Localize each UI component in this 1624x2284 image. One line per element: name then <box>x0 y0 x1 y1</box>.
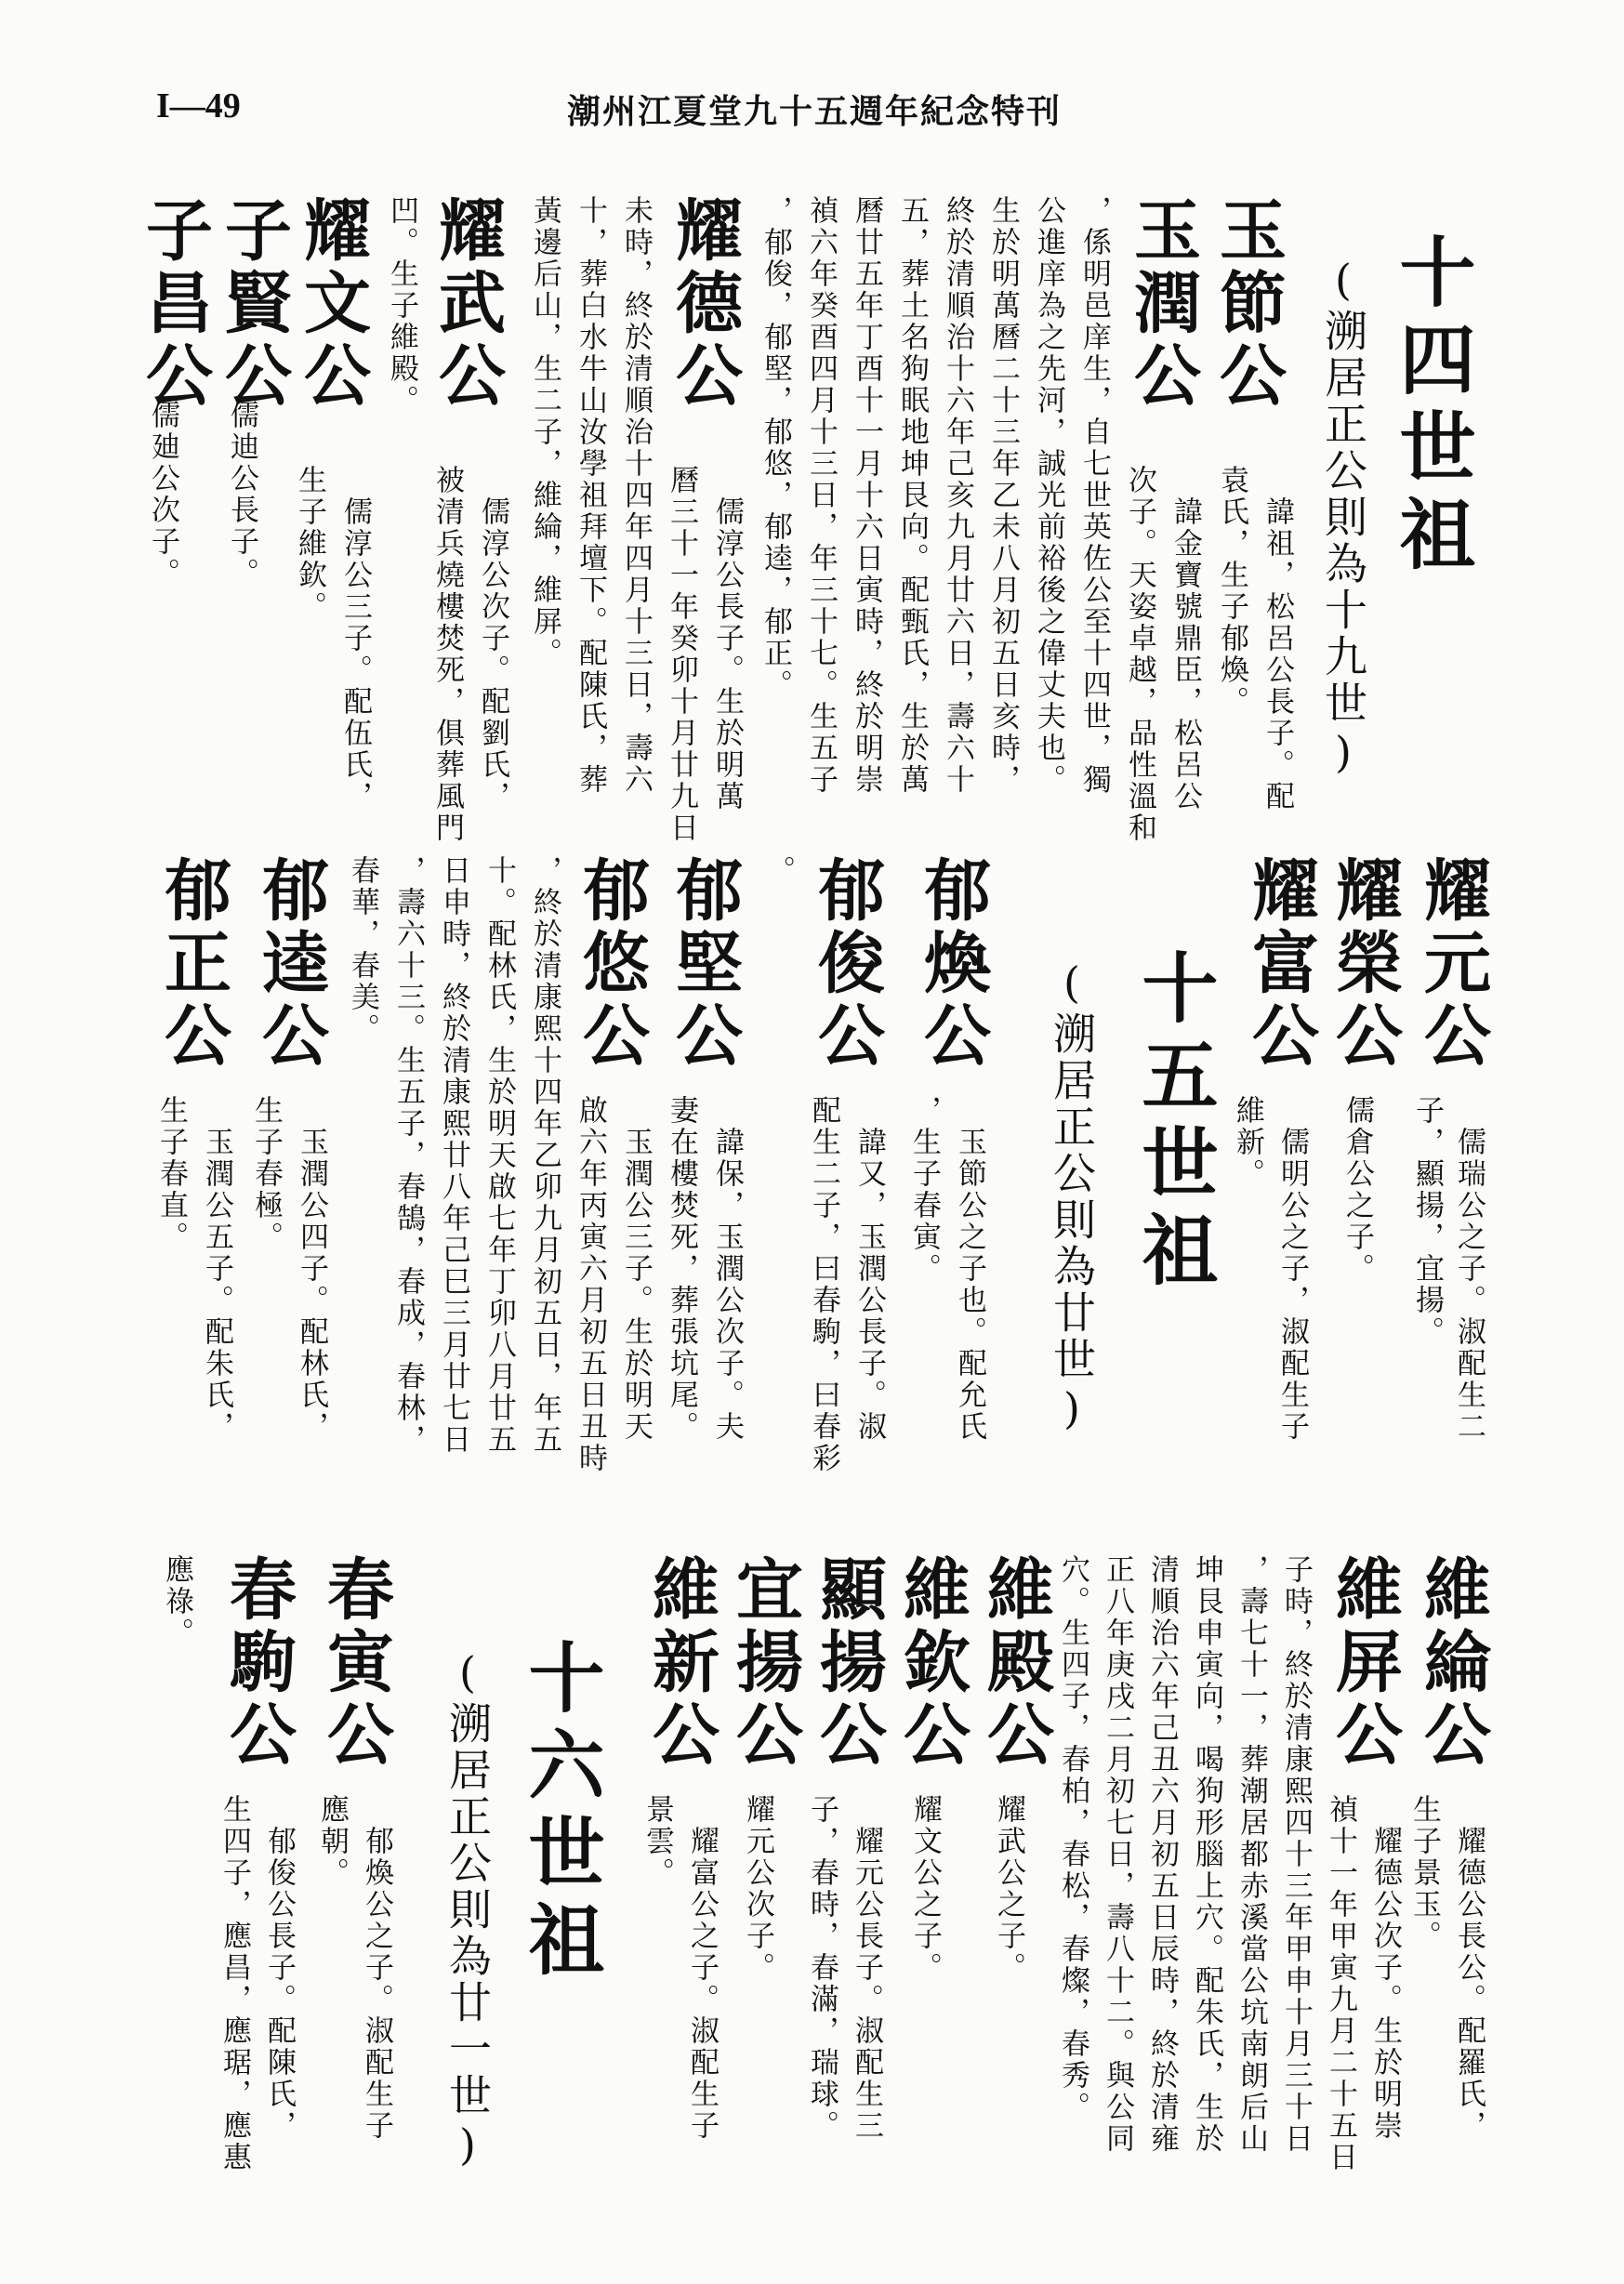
entry-text: 子，春時，春滿，瑞球。 <box>805 1794 838 2142</box>
entry-text: 未時，終於清順治十四年四月十三日，壽六 <box>619 195 653 796</box>
entry-text: 儒廸公次子。 <box>146 400 179 589</box>
entry-text: 儒瑞公之子。淑配生二 <box>1452 1095 1485 1443</box>
section-15th-generation <box>0 855 1624 1474</box>
entry-text: 十。配林氏，生於明天啟七年丁卯八月廿五 <box>482 855 516 1456</box>
entry-text: 維新。 <box>1231 1095 1264 1190</box>
entry-text: 耀文公之子。 <box>908 1794 942 1984</box>
entry-text: 。 <box>761 855 795 887</box>
entry-text: 子時，終於清康熙四十三年甲申十月三十日 <box>1279 1554 1313 2155</box>
entry-text: 配生二子，曰春駒，曰春彩 <box>807 1095 840 1474</box>
entry-text: 禎十一年甲寅九月二十五日 <box>1324 1794 1357 2173</box>
entry-text: 清順治六年己丑六月初五日辰時，終於清雍 <box>1145 1554 1179 2155</box>
entry-text: 日申時，終於清康熙廿八年己巳三月廿七日 <box>437 855 470 1456</box>
entry-name: 子賢公 <box>214 195 293 413</box>
generation-title: 十五世祖 <box>1129 948 1219 1298</box>
entry-text: 正八年庚戌二月初七日，壽八十二。與公同 <box>1101 1554 1134 2155</box>
entry-text: 穴。生四子，春柏，春松，春燦，春秀。 <box>1056 1554 1089 2123</box>
entry-name: 維屏公 <box>1325 1554 1404 1772</box>
entry-name: 春駒公 <box>218 1554 297 1772</box>
entry-text: ，郁俊，郁堅，郁悠，郁逵，郁正。 <box>759 195 792 701</box>
entry-text: 郁煥公之子。淑配生子 <box>360 1794 393 2142</box>
entry-text: 郁俊公長子。配陳氏， <box>262 1794 296 2142</box>
entry-name: 顯揚公 <box>809 1554 888 1772</box>
entry-text: ，壽六十三。生五子，春鵠，春成，春林， <box>391 855 425 1456</box>
entry-name: 郁正公 <box>153 855 232 1073</box>
section-14th-generation <box>0 195 1624 844</box>
entry-text: 曆廿五年丁酉十一月十六日寅時，終於明崇 <box>850 195 883 796</box>
generation-title: 十六世祖 <box>516 1638 605 1987</box>
section-16th-generation <box>0 1554 1624 2173</box>
entry-text: 玉潤公三子。生於明天 <box>619 1095 653 1443</box>
entry-text: 曆三十一年癸卯十月廿九日 <box>665 465 698 844</box>
entry-name: 郁逵公 <box>251 855 330 1073</box>
entry-text: 五，葬土名狗眠地坤艮向。配甄氏，生於萬 <box>895 195 929 796</box>
entry-name: 子昌公 <box>135 195 214 413</box>
entry-name: 耀武公 <box>428 195 507 413</box>
page-number: I—49 <box>156 86 241 125</box>
entry-text: 黃邊后山，生二子，維綸，維屏。 <box>528 195 561 669</box>
entry-text: 耀元公次子。 <box>741 1794 774 1984</box>
entry-name: 維綸公 <box>1413 1554 1492 1772</box>
entry-text: 終於清順治十六年己亥九月廿六日，壽六十 <box>941 195 974 796</box>
entry-text: 玉潤公五子。配朱氏， <box>200 1095 233 1443</box>
entry-name: 耀榮公 <box>1325 855 1404 1073</box>
entry-text: 耀德公長公。配羅氏， <box>1452 1794 1485 2142</box>
entry-name: 耀富公 <box>1241 855 1320 1073</box>
entry-name: 春寅公 <box>316 1554 395 1772</box>
entry-text: 坤艮申寅向，喝狗形腦上穴。配朱氏，生於 <box>1190 1554 1223 2155</box>
entry-text: 儒明公之子，淑配生子 <box>1275 1095 1309 1443</box>
entry-text: 耀元公長子。淑配生三 <box>850 1794 883 2142</box>
entry-text: ，壽七十一，葬潮居都赤溪當公坑南朗后山 <box>1235 1554 1268 2155</box>
entry-text: 凹。生子維殿。 <box>385 195 418 416</box>
entry-name: 郁煥公 <box>913 855 992 1073</box>
entry-text: ，終於清康熙十四年乙卯九月初五日，年五 <box>528 855 561 1456</box>
entry-text: 生子春極。 <box>249 1095 283 1253</box>
entry-text: 禎六年癸酉四月十三日，年三十七。生五子 <box>804 195 838 796</box>
entry-text: 應祿。 <box>160 1554 193 1649</box>
entry-name: 玉節公 <box>1208 195 1287 413</box>
entry-text: 子，顯揚，宜揚。 <box>1410 1095 1444 1348</box>
entry-name: 耀德公 <box>665 195 744 413</box>
entry-text: 儒迪公長子。 <box>225 400 258 589</box>
entry-text: 諱祖，松呂公長子。配 <box>1261 465 1294 812</box>
entry-text: 耀富公之子。淑配生子 <box>685 1794 719 2142</box>
entry-text: 諱又，玉潤公長子。淑 <box>852 1095 886 1443</box>
entry-text: 應朝。 <box>315 1794 349 1889</box>
entry-text: 生子維欽。 <box>293 465 326 623</box>
generation-title: 十四世祖 <box>1387 232 1476 582</box>
entry-text: 玉潤公四子。配林氏， <box>295 1095 328 1443</box>
entry-name: 耀元公 <box>1413 855 1492 1073</box>
entry-text: 諱保，玉潤公次子。夫 <box>710 1095 744 1443</box>
entry-text: 景雲。 <box>640 1794 674 1889</box>
entry-text: ，係明邑庠生，自七世英佐公至十四世，獨 <box>1077 195 1111 796</box>
entry-text: 次子。天姿卓越，品性溫和 <box>1123 465 1156 844</box>
entry-text: 儒淳公三子。配伍氏， <box>338 465 372 812</box>
entry-name: 玉潤公 <box>1123 195 1202 413</box>
entry-name: 宜揚公 <box>725 1554 804 1772</box>
entry-name: 郁堅公 <box>665 855 744 1073</box>
entry-name: 郁悠公 <box>572 855 651 1073</box>
entry-text: 耀武公之子。 <box>992 1794 1025 1984</box>
entry-text: 被清兵燒樓焚死，俱葬風門 <box>430 465 464 844</box>
entry-name: 郁俊公 <box>807 855 886 1073</box>
entry-text: 生於明萬曆二十三年乙未八月初五日亥時， <box>986 195 1020 796</box>
entry-text: 生子春直。 <box>154 1095 188 1253</box>
entry-text: 十，葬白水牛山汝學祖拜壇下。配陳氏，葬 <box>574 195 607 796</box>
entry-text: 袁氏，生子郁煥。 <box>1215 465 1248 718</box>
generation-subtitle: (溯居正公則為十九世) <box>1318 255 1368 781</box>
generation-subtitle: (溯居正公則為廿世) <box>1047 957 1097 1437</box>
entry-text: 耀德公次子。生於明崇 <box>1368 1794 1402 2142</box>
entry-text: 玉節公之子也。配允氏 <box>953 1095 986 1443</box>
entry-text: 妻在樓焚死，葬張坑尾。 <box>665 1095 698 1443</box>
entry-name: 維欽公 <box>892 1554 971 1772</box>
entry-text: 啟六年丙寅六月初五日丑時 <box>574 1095 607 1474</box>
entry-text: ，生子春寅。 <box>907 1095 941 1285</box>
entry-name: 維殿公 <box>976 1554 1055 1772</box>
entry-text: 公進庠為之先河，誠光前裕後之偉丈夫也。 <box>1032 195 1065 796</box>
entry-name: 耀文公 <box>293 195 372 413</box>
running-title: 潮州江夏堂九十五週年紀念特刊 <box>567 92 1063 131</box>
entry-text: 諱金寶號鼎臣，松呂公 <box>1168 465 1202 812</box>
page-header <box>0 86 1624 141</box>
entry-text: 儒倉公之子。 <box>1340 1095 1374 1285</box>
entry-text: 生子景玉。 <box>1407 1794 1441 1952</box>
entry-text: 生四子，應昌，應琚，應惠 <box>218 1794 251 2173</box>
entry-text: 儒淳公長子。生於明萬 <box>710 465 744 812</box>
entry-text: 儒淳公次子。配劉氏， <box>476 465 509 812</box>
generation-subtitle: (溯居正公則為廿一世) <box>442 1647 493 2173</box>
entry-text: 春華，春美。 <box>346 855 379 1045</box>
entry-name: 維新公 <box>641 1554 720 1772</box>
